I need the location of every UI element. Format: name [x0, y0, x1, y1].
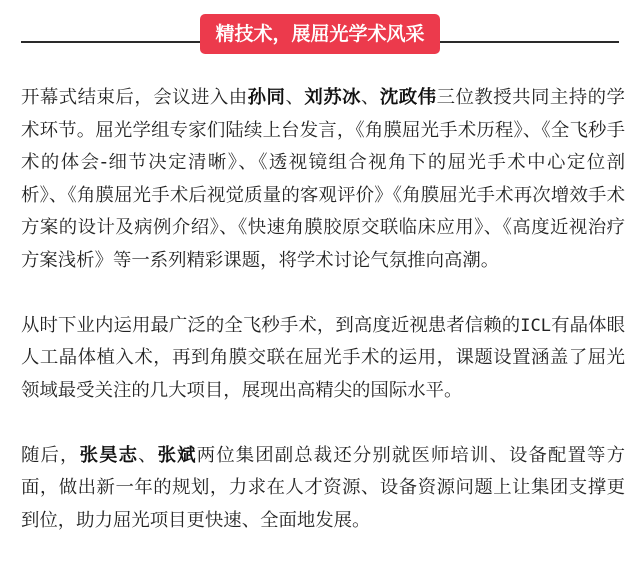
- presenter-name: 沈政伟: [379, 87, 437, 108]
- text-segment: 两位集团副总裁还分别就医师培训、设备配置等方面，做出新一年的规划，力求在人才资源、设备资源问题上让集团支撑更到位，助力屈光项目更快速、全面地发展。: [21, 444, 625, 531]
- text-segment: 随后，: [21, 444, 80, 466]
- paragraph-vice-presidents: [21, 440, 625, 538]
- article-body: [21, 82, 625, 537]
- text-segment: 有晶体眼人工晶体植入术，再到角膜交联在屈光手术的运用，课题设置涵盖了屈光领域最受关注的几大项目，展现出高精尖的国际水平。: [21, 314, 625, 401]
- text-segment: 从时下业内运用最广泛的全飞秒手术，到高度近视患者信赖的: [21, 314, 521, 336]
- text-segment: 三位教授共同主持的学术环节。屈光学组专家们陆续上台发言，《角膜屈光手术历程》、《全飞秒手术的体会-细节决定清晰》、《透视镜组合视角下的屈光手术中心定位剖析》、《角膜屈光手术后视觉质量的客观评价》《角膜屈光手术再次增效手术方案的设计及病例介绍》、《快速角膜胶原交联临床应用》、《高度近视治疗方案浅析》等一系列精彩课题，将学术讨论气氛推向高潮。: [21, 87, 625, 271]
- executive-name: 张昊志: [79, 444, 139, 466]
- executive-name: 张斌: [157, 444, 197, 466]
- paragraph-surgery-topics: [21, 310, 625, 408]
- presenter-name: 孙同: [247, 87, 286, 108]
- text-segment: 、: [361, 87, 380, 108]
- section-title-badge: 精技术，展屈光学术风采: [200, 14, 440, 54]
- paragraph-academic-session: [21, 82, 625, 277]
- text-segment: 开幕式结束后，会议进入由: [21, 87, 248, 108]
- icl-term: ICL: [520, 315, 552, 336]
- text-segment: 、: [138, 444, 158, 466]
- section-header: [0, 0, 640, 62]
- presenter-name: 刘苏冰: [304, 87, 361, 108]
- text-segment: 、: [285, 87, 305, 108]
